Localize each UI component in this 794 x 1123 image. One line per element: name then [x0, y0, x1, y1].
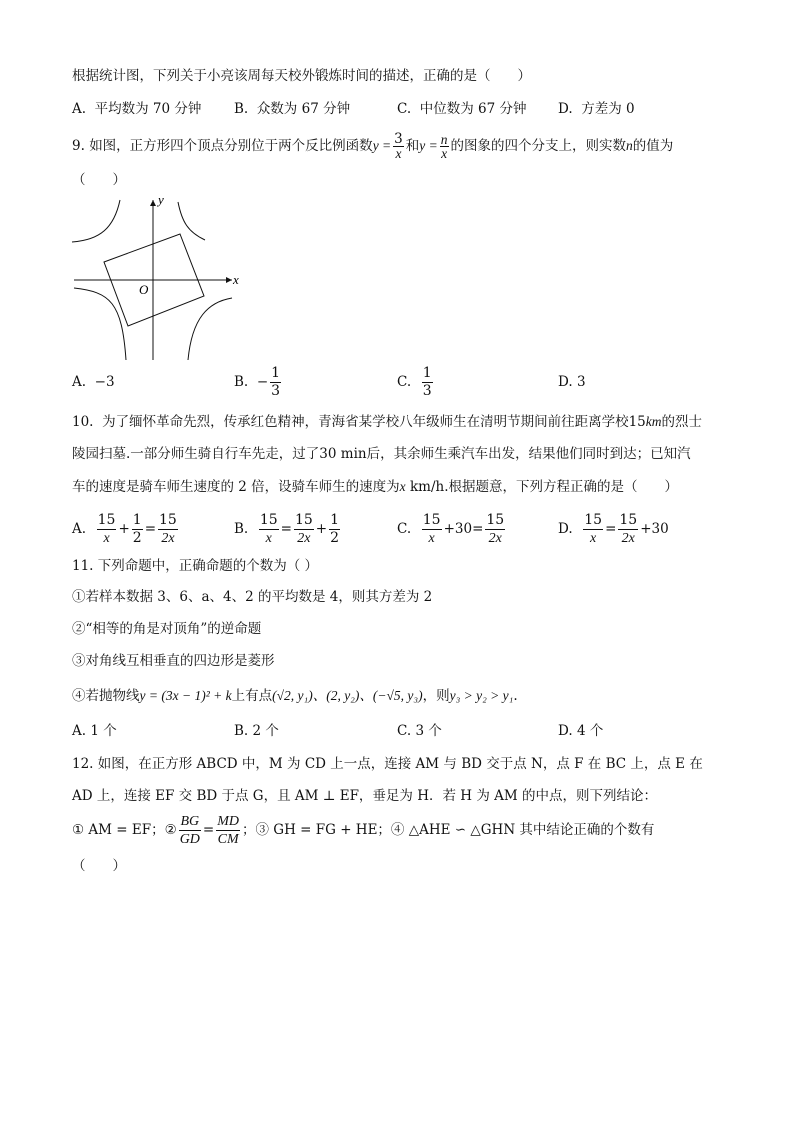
q8-stem: 根据统计图，下列关于小亮该周每天校外锻炼时间的描述，正确的是（ ）	[72, 68, 531, 84]
q9-fraction-n-over-x: $\frac{n}{x}$	[440, 132, 448, 161]
q9-y-label: y	[158, 192, 164, 207]
q10-line-1: 10. 为了缅怀革命先烈，传承红色精神，青海省某学校八年级师生在清明节期间前往距离学校15km的烈士	[72, 414, 703, 430]
q11-item-4: ④若抛物线y = (3x − 1)² + k上有点(√2, y₁)、(2, y₂)、(−√5, y₃)，则y₃ > y₂ > y₁.	[72, 688, 518, 704]
q11-option-b[interactable]: B. 2 个	[234, 723, 279, 739]
q9-option-d[interactable]: D. 3	[558, 374, 586, 390]
q8-option-c[interactable]: C. 中位数为 67 分钟	[397, 101, 527, 117]
q11-stem: 11. 下列命题中，正确命题的个数为（ ）	[72, 558, 319, 574]
q9-stem: 9. 如图，正方形四个顶点分别位于两个反比例函数y = $\frac{3}{x}$ 和y = $\frac{n}{x}$ 的图象的四个分支上，则实数n的值为	[72, 131, 674, 161]
q9-hyperbola-branch-lower-right	[188, 298, 232, 360]
q10-option-b[interactable]: B. $\frac{15}{x}$ = $\frac{15}{2x}$ + $\frac{1}{2}$	[234, 512, 340, 546]
q9-figure	[70, 192, 250, 364]
q9-option-a[interactable]: A. −3	[72, 374, 115, 390]
q10-option-a[interactable]: A. $\frac{15}{x}$ + $\frac{1}{2}$ = $\frac{15}{2x}$	[72, 512, 177, 546]
q10-option-c[interactable]: C. $\frac{15}{x}$ +30= $\frac{15}{2x}$	[397, 512, 505, 546]
q8-option-d[interactable]: D. 方差为 0	[558, 101, 635, 117]
q11-item-3: ③对角线互相垂直的四边形是菱形	[72, 653, 275, 669]
q12-answer-paren: （ ）	[72, 858, 126, 874]
q10-option-d[interactable]: D. $\frac{15}{x}$ = $\frac{15}{2x}$ +30	[558, 512, 669, 546]
q10-line-3: 车的速度是骑车师生速度的 2 倍，设骑车师生的速度为x km/h.根据题意，下列方程正确的是（ ）	[72, 479, 678, 495]
q9-hyperbola-branch-upper-right	[178, 202, 205, 240]
q12-conclusions: ① AM = EF；② $\frac{BG}{GD}$ = $\frac{MD}{CM}$ ；③ GH = FG + HE；④ △AHE ∽ △GHN 其中结论正确的个数有	[72, 814, 655, 847]
q11-item-2: ②“相等的角是对顶角”的逆命题	[72, 621, 262, 637]
q9-x-label: x	[233, 272, 239, 287]
q12-line-1: 12. 如图，在正方形 ABCD 中，M 为 CD 上一点，连接 AM 与 BD 交于点 N，点 F 在 BC 上，点 E 在	[72, 756, 703, 772]
q10-line-2: 陵园扫墓.一部分师生骑自行车先走，过了30 min后，其余师生乘汽车出发，结果他们同时到达；已知汽	[72, 446, 691, 462]
q11-option-a[interactable]: A. 1 个	[72, 723, 117, 739]
q9-fraction-3-over-x: $\frac{3}{x}$	[394, 131, 403, 161]
q9-origin-label: O	[139, 282, 149, 297]
q8-option-b[interactable]: B. 众数为 67 分钟	[234, 101, 351, 117]
q9-option-b[interactable]: B. − $\frac{1}{3}$	[234, 365, 281, 399]
q9-hyperbola-branch-upper-left	[72, 200, 120, 242]
q9-option-c[interactable]: C. $\frac{1}{3}$	[397, 365, 432, 399]
q11-item-1: ①若样本数据 3、6、a、4、2 的平均数是 4，则其方差为 2	[72, 589, 433, 605]
q11-option-c[interactable]: C. 3 个	[397, 723, 442, 739]
q8-option-a[interactable]: A. 平均数为 70 分钟	[72, 101, 202, 117]
q11-option-d[interactable]: D. 4 个	[558, 723, 604, 739]
q9-answer-paren: （ ）	[72, 172, 126, 188]
q12-line-2: AD 上，连接 EF 交 BD 于点 G，且 AM ⊥ EF，垂足为 H．若 H 为 AM 的中点，则下列结论：	[72, 788, 658, 804]
